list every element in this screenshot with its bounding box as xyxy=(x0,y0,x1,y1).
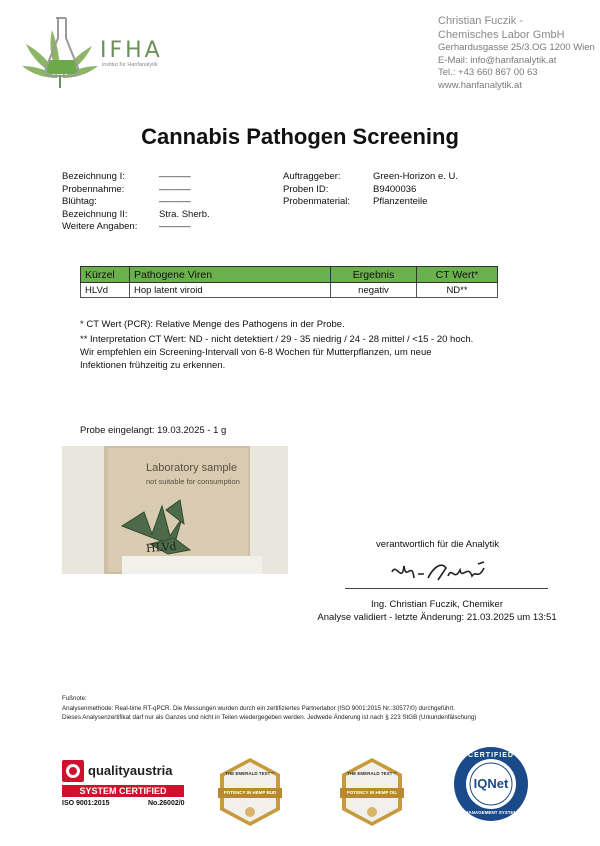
info-key: Bezeichnung II: xyxy=(62,208,128,220)
info-key: Auftraggeber: xyxy=(283,171,341,182)
footnote-line: Dieses Analysenzertifikat darf nur als Ganzes und nicht in Teilen wiedergegeben werden. Jedwede Änderung ist nach § 223 StGB (Urkundenfälschung) xyxy=(62,714,477,721)
logo-subtitle: institut für Hanfanalytik xyxy=(102,62,158,68)
note-line: Infektionen frühzeitig zu erkennen. xyxy=(80,360,226,371)
info-key: Bezeichnung I: xyxy=(62,171,125,182)
validation-note: Analyse validiert - letzte Änderung: 21.03.2025 um 13:51 xyxy=(317,612,557,623)
iqnet-top: CERTIFIED xyxy=(468,752,514,759)
company-phone: Tel.: +43 660 867 00 63 xyxy=(438,67,538,78)
company-web: www.hanfanalytik.at xyxy=(438,79,522,91)
col-header: CT Wert* xyxy=(417,267,498,283)
info-value: Stra. Sherb. xyxy=(159,208,210,220)
results-table xyxy=(80,266,498,298)
qa-brand: qualityaustria xyxy=(88,763,173,778)
col-header: Ergebnis xyxy=(331,267,417,283)
info-value: B9400036 xyxy=(373,183,417,195)
signer-block xyxy=(300,598,574,624)
qa-number: No.26002/0 xyxy=(148,800,185,807)
table-header-row xyxy=(81,267,498,283)
info-value: –––––– xyxy=(159,171,191,182)
badge-top: THE EMERALD TEST™ xyxy=(225,771,275,776)
info-key: Blühtag: xyxy=(62,196,97,207)
probe-received: Probe eingelangt: 19.03.2025 - 1 g xyxy=(80,425,227,436)
note-line: ** Interpretation CT Wert: ND - nicht detektiert / 29 - 35 niedrig / 24 - 28 mittel / <15 - 20 hoch. xyxy=(80,334,474,345)
footnote xyxy=(62,694,476,723)
bag-sublabel: not suitable for consumption xyxy=(146,477,240,486)
sample-photo xyxy=(62,446,288,574)
table-row xyxy=(81,283,498,298)
table-cell: Hop latent viroid xyxy=(130,283,331,298)
logo-text: IFHA xyxy=(100,38,163,63)
company-name-1: Christian Fuczik - xyxy=(438,15,523,27)
info-value: –––––– xyxy=(159,196,191,207)
notes xyxy=(80,318,520,372)
company-info xyxy=(438,15,595,92)
table-cell: negativ xyxy=(331,283,417,298)
info-value: Green-Horizon e. U. xyxy=(373,171,459,182)
iqnet-logo xyxy=(453,746,529,822)
col-header: Pathogene Viren xyxy=(130,267,331,283)
info-key: Probenmaterial: xyxy=(283,196,351,207)
sample-info-left xyxy=(62,171,210,234)
quality-austria-logo xyxy=(62,760,192,812)
info-value: –––––– xyxy=(159,221,191,232)
cannabis-flask-icon xyxy=(22,16,112,90)
info-value: Pflanzenteile xyxy=(373,196,428,207)
bag-handwriting: HLVd xyxy=(145,539,177,556)
col-header: Kürzel xyxy=(81,267,130,283)
company-email: E-Mail: info@hanfanalytik.at xyxy=(438,54,557,66)
footnote-title: Fußnote: xyxy=(62,695,87,702)
iqnet-brand: IQNet xyxy=(473,776,509,791)
info-key: Probennahme: xyxy=(62,183,125,195)
badge-ribbon: POTENCY IN HEMP OIL xyxy=(346,790,398,795)
footnote-line: Analysenmethode: Real-time RT-qPCR. Die Messungen wurden durch ein zertifiziertes Partnerlabor (ISO 9001:2015 Nr.:30577/0) durchgeführt. xyxy=(62,704,455,712)
bag-label: Laboratory sample xyxy=(146,462,238,474)
company-address: Gerhardusgasse 25/3.OG 1200 Wien xyxy=(438,42,595,53)
note-line: * CT Wert (PCR): Relative Menge des Pathogens in der Probe. xyxy=(80,319,345,330)
signature-line xyxy=(345,588,548,589)
info-value: –––––– xyxy=(159,183,191,195)
company-name-2: Chemisches Labor GmbH xyxy=(438,28,565,41)
iqnet-bottom: MANAGEMENT SYSTEM xyxy=(464,810,518,815)
table-cell: ND** xyxy=(417,283,498,298)
signer-name: Ing. Christian Fuczik, Chemiker xyxy=(371,599,503,610)
note-line: Wir empfehlen ein Screening-Intervall von 6-8 Wochen für Mutterpflanzen, um neue xyxy=(80,347,432,358)
emerald-badge-bud xyxy=(214,756,286,828)
badge-top: THE EMERALD TEST™ xyxy=(347,771,397,776)
signature-label: verantwortlich für die Analytik xyxy=(376,539,500,550)
table-cell: HLVd xyxy=(81,283,130,298)
page-title: Cannabis Pathogen Screening xyxy=(141,124,459,149)
sample-info-right xyxy=(283,171,458,209)
qa-system: SYSTEM CERTIFIED xyxy=(62,785,184,797)
info-key: Weitere Angaben: xyxy=(62,221,138,232)
emerald-badge-oil xyxy=(336,756,408,828)
badge-ribbon: POTENCY IN HEMP BUD xyxy=(223,790,277,795)
qa-mark-icon xyxy=(62,760,84,782)
qa-iso: ISO 9001:2015 xyxy=(62,800,110,807)
info-key: Proben ID: xyxy=(283,183,329,195)
